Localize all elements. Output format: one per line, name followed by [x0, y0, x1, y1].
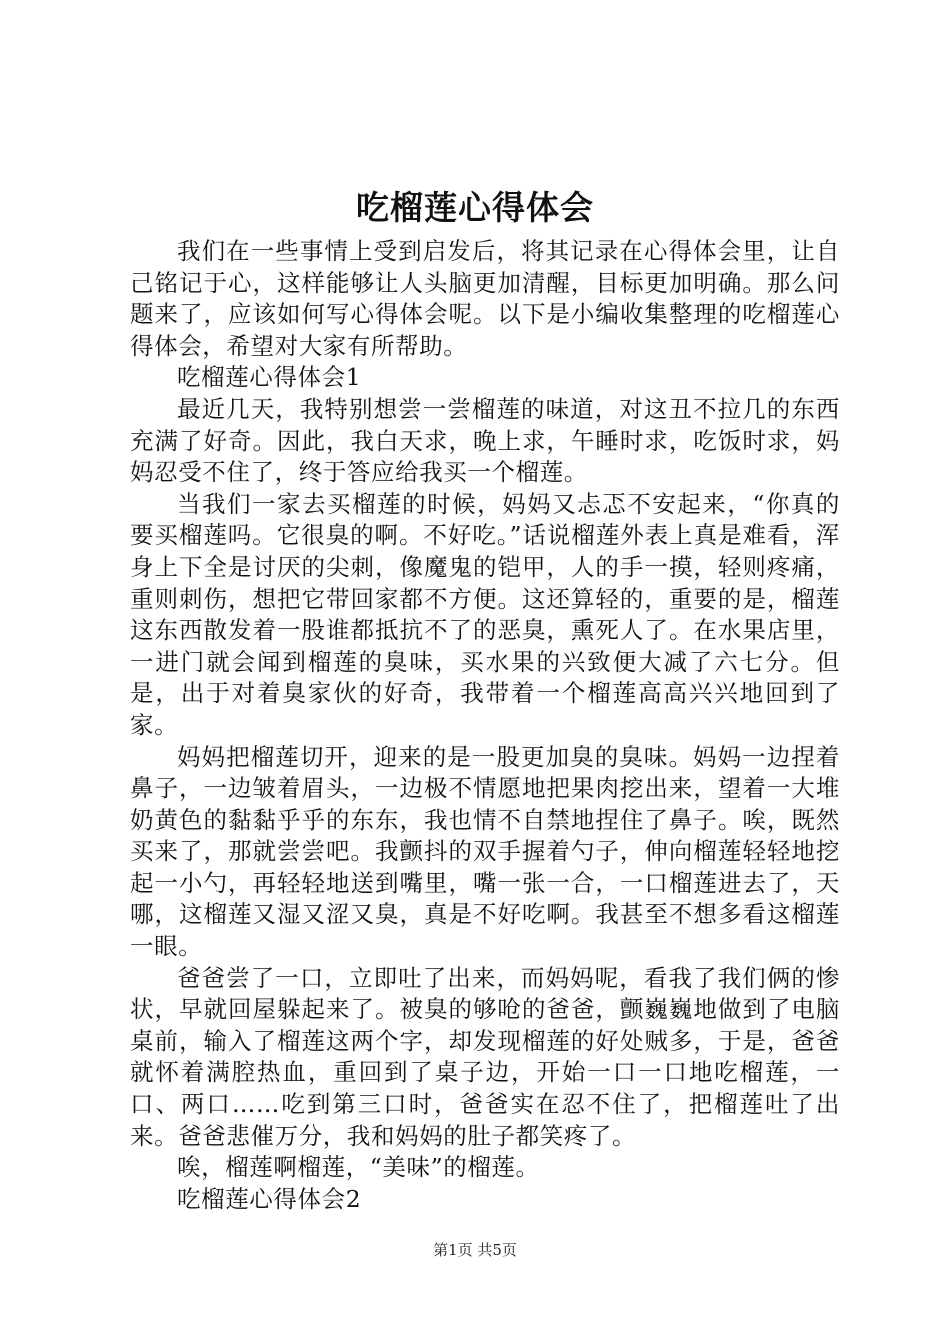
body-paragraph: 唉，榴莲啊榴莲，“美味”的榴莲。 [177, 1153, 540, 1182]
page-title: 吃榴莲心得体会 [356, 188, 594, 227]
section-heading-1: 吃榴莲心得体会1 [177, 363, 362, 392]
document-body [130, 236, 840, 1215]
body-paragraph: 爸爸尝了一口，立即吐了出来，而妈妈呢，看我了我们俩的惨状，早就回屋躲起来了。被臭的够呛的爸爸，颤巍巍地做到了电脑桌前，输入了榴莲这两个字，却发现榴莲的好处贼多，于是，爸爸就怀着满腔热血，重回到了桌子边，开始一口一口地吃榴莲，一口、两口……吃到第三口时，爸爸实在忍不住了，把榴莲吐了出来。爸爸悲催万分，我和妈妈的肚子都笑疼了。 [130, 963, 840, 1150]
body-paragraph: 最近几天，我特别想尝一尝榴莲的味道，对这丑不拉几的东西充满了好奇。因此，我白天求，晚上求，午睡时求，吃饭时求，妈妈忍受不住了，终于答应给我买一个榴莲。 [130, 394, 840, 487]
page-footer: 第1页 共5页 [433, 1241, 517, 1259]
section-heading-2: 吃榴莲心得体会2 [177, 1184, 362, 1213]
intro-paragraph: 我们在一些事情上受到启发后，将其记录在心得体会里，让自己铭记于心，这样能够让人头脑更加清醒，目标更加明确。那么问题来了，应该如何写心得体会呢。以下是小编收集整理的吃榴莲心得体会，希望对大家有所帮助。 [130, 237, 840, 360]
body-paragraph: 当我们一家去买榴莲的时候，妈妈又忐忑不安起来，“你真的要买榴莲吗。它很臭的啊。不好吃。”话说榴莲外表上真是难看，浑身上下全是讨厌的尖刺，像魔鬼的铠甲，人的手一摸，轻则疼痛，重则刺伤，想把它带回家都不方便。这还算轻的，重要的是，榴莲这东西散发着一股谁都抵抗不了的恶臭，熏死人了。在水果店里，一进门就会闻到榴莲的臭味，买水果的兴致便大减了六七分。但是，出于对着臭家伙的好奇，我带着一个榴莲高高兴兴地回到了家。 [130, 489, 840, 739]
body-paragraph: 妈妈把榴莲切开，迎来的是一股更加臭的臭味。妈妈一边捏着鼻子，一边皱着眉头，一边极不情愿地把果肉挖出来，望着一大堆奶黄色的黏黏乎乎的东东，我也情不自禁地捏住了鼻子。唉，既然买来了，那就尝尝吧。我颤抖的双手握着勺子，伸向榴莲轻轻地挖起一小勺，再轻轻地送到嘴里，嘴一张一合，一口榴莲进去了，天哪，这榴莲又湿又涩又臭，真是不好吃啊。我甚至不想多看这榴莲一眼。 [130, 742, 840, 961]
